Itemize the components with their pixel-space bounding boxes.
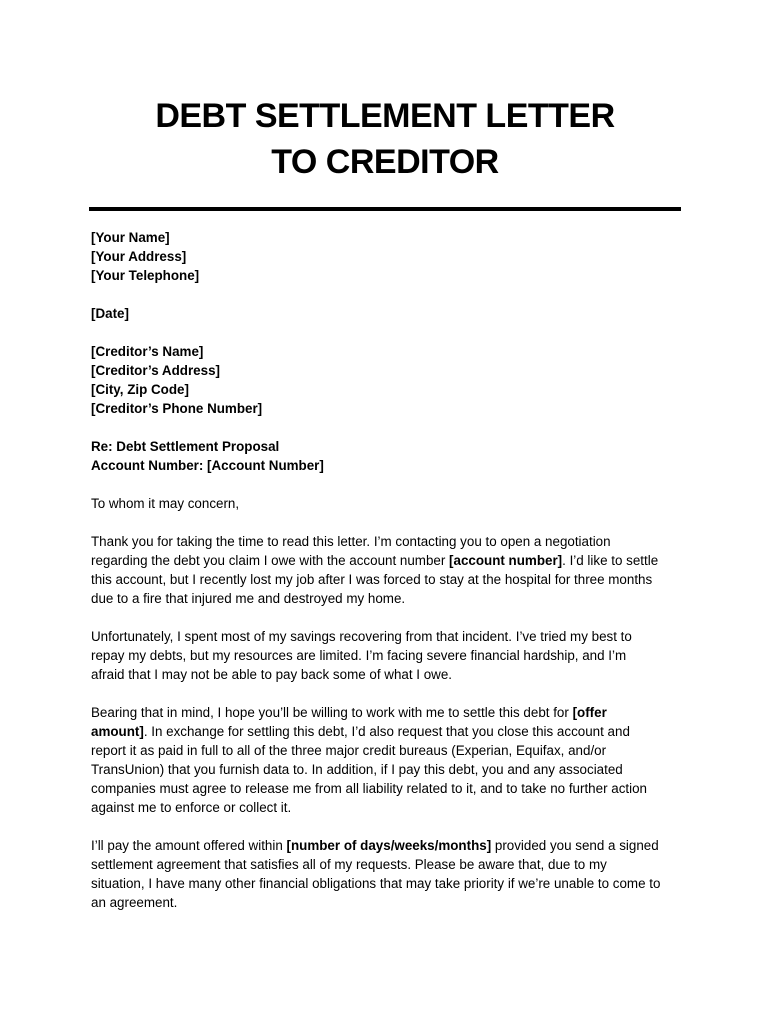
p3-line-2 (91, 724, 630, 739)
p4-line-4: an agreement. (91, 895, 178, 910)
p3-line-2-text: . In exchange for settling this debt, I’d also request that you close this account and (143, 724, 630, 739)
creditor-name: [Creditor’s Name] (91, 344, 204, 359)
title-line-1: DEBT SETTLEMENT LETTER (155, 97, 615, 135)
creditor-phone: [Creditor’s Phone Number] (91, 401, 263, 416)
p4-line-1 (91, 838, 659, 853)
re-account-number: Account Number: [Account Number] (91, 458, 324, 473)
re-subject: Re: Debt Settlement Proposal (91, 439, 280, 454)
p2-line-1: Unfortunately, I spent most of my savings recovering from that incident. I’ve tried my best to (91, 629, 632, 644)
sender-telephone: [Your Telephone] (91, 268, 200, 283)
re-block (91, 437, 691, 475)
p1-line-3: this account, but I recently lost my job after I was forced to stay at the hospital for three months (91, 572, 653, 587)
p3-line-1 (91, 705, 607, 720)
sender-name: [Your Name] (91, 230, 170, 245)
p2-line-3: afraid that I may not be able to pay back some of what I owe. (91, 667, 453, 682)
p1-line-2-tail: . I’d like to settle (562, 553, 659, 568)
paragraph-1 (91, 532, 691, 608)
paragraph-2 (91, 627, 691, 684)
p3-line-3: report it as paid in full to all of the three major credit bureaus (Experian, Equifax, and/or (91, 743, 607, 758)
title-divider (89, 207, 681, 211)
creditor-block (91, 342, 691, 418)
sender-block (91, 228, 691, 285)
p1-line-2-text: regarding the debt you claim I owe with the account number (91, 553, 450, 568)
p1-line-1: Thank you for taking the time to read this letter. I’m contacting you to open a negotiation (91, 534, 611, 549)
p1-account-number-placeholder: [account number] (449, 553, 563, 568)
paragraph-3 (91, 703, 691, 817)
p3-line-5: companies must agree to release me from all liability related to it, and to take no further action (91, 781, 647, 796)
title-line-2: TO CREDITOR (271, 143, 499, 181)
p4-timeframe-placeholder: [number of days/weeks/months] (286, 838, 492, 853)
p4-line-3: situation, I have many other financial obligations that may take priority if we’re unable to come to (91, 876, 661, 891)
p1-line-4: due to a fire that injured me and destroyed my home. (91, 591, 406, 606)
creditor-city-zip: [City, Zip Code] (91, 382, 189, 397)
p4-line-1-text: I’ll pay the amount offered within (91, 838, 287, 853)
p3-line-4: TransUnion) that you furnish data to. In addition, if I pay this debt, you and any associated (91, 762, 623, 777)
date-block (91, 304, 691, 323)
letter-date: [Date] (91, 306, 129, 321)
p3-line-1-text: Bearing that in mind, I hope you’ll be willing to work with me to settle this debt for (91, 705, 573, 720)
sender-address: [Your Address] (91, 249, 187, 264)
p3-offer-placeholder-start: [offer (572, 705, 607, 720)
p4-line-1-tail: provided you send a signed (491, 838, 659, 853)
p3-offer-placeholder-end: amount] (91, 724, 144, 739)
letter-body (91, 228, 691, 931)
p4-line-2: settlement agreement that satisfies all of my requests. Please be aware that, due to my (91, 857, 607, 872)
paragraph-4 (91, 836, 691, 912)
p2-line-2: repay my debts, but my resources are limited. I’m facing severe financial hardship, and I’m (91, 648, 627, 663)
creditor-address: [Creditor’s Address] (91, 363, 220, 378)
p1-line-2 (91, 553, 658, 568)
document-title (60, 93, 710, 185)
salutation: To whom it may concern, (91, 496, 240, 511)
p3-line-6: against me to enforce or collect it. (91, 800, 292, 815)
